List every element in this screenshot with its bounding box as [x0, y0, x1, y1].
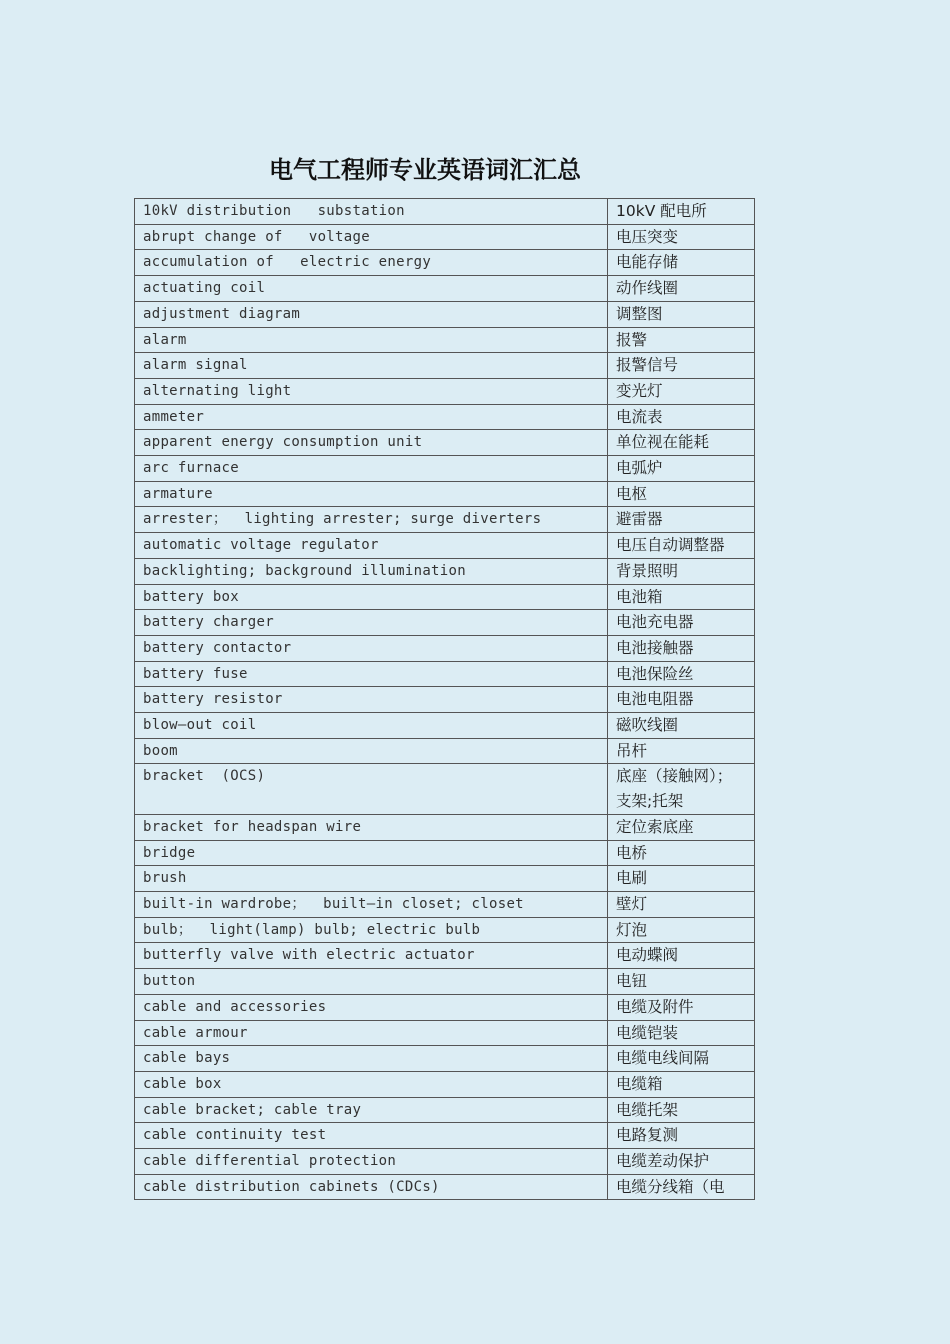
page-title: 电气工程师专业英语词汇汇总: [269, 155, 581, 184]
chinese-term: 变光灯: [608, 378, 755, 404]
english-term: cable bracket; cable tray: [135, 1097, 608, 1123]
chinese-term: 电缆分线箱（电: [608, 1174, 755, 1200]
english-term: accumulation of electric energy: [135, 250, 608, 276]
english-term: cable and accessories: [135, 994, 608, 1020]
chinese-term: 单位视在能耗: [608, 430, 755, 456]
table-row: [135, 1097, 755, 1123]
english-term: abrupt change of voltage: [135, 224, 608, 250]
chinese-term: 电刷: [608, 866, 755, 892]
table-row: [135, 635, 755, 661]
english-term: bulb； light(lamp) bulb; electric bulb: [135, 917, 608, 943]
table-row: [135, 713, 755, 739]
table-row: [135, 1046, 755, 1072]
chinese-term: 电缆及附件: [608, 994, 755, 1020]
english-term: butterfly valve with electric actuator: [135, 943, 608, 969]
table-row: [135, 994, 755, 1020]
english-term: apparent energy consumption unit: [135, 430, 608, 456]
table-row: [135, 1123, 755, 1149]
table-row: [135, 1174, 755, 1200]
table-row: [135, 1020, 755, 1046]
chinese-term: 电池电阻器: [608, 687, 755, 713]
chinese-term: 壁灯: [608, 891, 755, 917]
english-term: alarm: [135, 327, 608, 353]
table-row: [135, 276, 755, 302]
table-row: [135, 301, 755, 327]
table-row: [135, 558, 755, 584]
english-term: cable box: [135, 1071, 608, 1097]
english-term: automatic voltage regulator: [135, 533, 608, 559]
table-row: [135, 661, 755, 687]
chinese-term: 电动蝶阀: [608, 943, 755, 969]
english-term: blow—out coil: [135, 713, 608, 739]
chinese-term: 电缆托架: [608, 1097, 755, 1123]
table-row: [135, 738, 755, 764]
table-row: [135, 840, 755, 866]
chinese-term: 电池保险丝: [608, 661, 755, 687]
english-term: arc furnace: [135, 456, 608, 482]
table-row: [135, 224, 755, 250]
english-term: built-in wardrobe； built—in closet; closet: [135, 891, 608, 917]
english-term: cable distribution cabinets (CDCs): [135, 1174, 608, 1200]
english-term: alternating light: [135, 378, 608, 404]
english-term: ammeter: [135, 404, 608, 430]
chinese-term: 定位索底座: [608, 814, 755, 840]
table-row: [135, 378, 755, 404]
english-term: button: [135, 969, 608, 995]
english-term: actuating coil: [135, 276, 608, 302]
chinese-term: 电缆差动保护: [608, 1149, 755, 1175]
english-term: adjustment diagram: [135, 301, 608, 327]
english-term: battery fuse: [135, 661, 608, 687]
english-term: backlighting; background illumination: [135, 558, 608, 584]
table-row: [135, 1149, 755, 1175]
chinese-term: 灯泡: [608, 917, 755, 943]
chinese-term: 吊杆: [608, 738, 755, 764]
english-term: bridge: [135, 840, 608, 866]
english-term: armature: [135, 481, 608, 507]
table-row: [135, 507, 755, 533]
english-term: cable bays: [135, 1046, 608, 1072]
table-row: [135, 610, 755, 636]
table-row: [135, 687, 755, 713]
english-term: boom: [135, 738, 608, 764]
table-row: [135, 969, 755, 995]
table-row: [135, 917, 755, 943]
chinese-term: 报警: [608, 327, 755, 353]
chinese-term: 电池充电器: [608, 610, 755, 636]
table-row: [135, 891, 755, 917]
english-term: arrester； lighting arrester; surge diverters: [135, 507, 608, 533]
chinese-term: 报警信号: [608, 353, 755, 379]
chinese-term: 电能存储: [608, 250, 755, 276]
chinese-term: 电桥: [608, 840, 755, 866]
table-row: [135, 481, 755, 507]
chinese-term: 电压突变: [608, 224, 755, 250]
english-term: cable continuity test: [135, 1123, 608, 1149]
chinese-term: 10kV 配电所: [608, 199, 755, 225]
table-row: [135, 764, 755, 814]
table-row: [135, 456, 755, 482]
table-row: [135, 327, 755, 353]
table-row: [135, 584, 755, 610]
table-row: [135, 404, 755, 430]
english-term: 10kV distribution substation: [135, 199, 608, 225]
chinese-term: 电压自动调整器: [608, 533, 755, 559]
english-term: battery resistor: [135, 687, 608, 713]
chinese-term: 背景照明: [608, 558, 755, 584]
table-row: [135, 353, 755, 379]
table-row: [135, 943, 755, 969]
chinese-term: 调整图: [608, 301, 755, 327]
table-row: [135, 250, 755, 276]
english-term: battery contactor: [135, 635, 608, 661]
table-row: [135, 430, 755, 456]
english-term: bracket (OCS): [135, 764, 608, 814]
chinese-term: 动作线圈: [608, 276, 755, 302]
glossary-body: [135, 199, 755, 1200]
chinese-term: 电缆电线间隔: [608, 1046, 755, 1072]
chinese-term: 电池接触器: [608, 635, 755, 661]
chinese-term: 电池箱: [608, 584, 755, 610]
english-term: battery box: [135, 584, 608, 610]
table-row: [135, 199, 755, 225]
table-row: [135, 1071, 755, 1097]
english-term: bracket for headspan wire: [135, 814, 608, 840]
english-term: alarm signal: [135, 353, 608, 379]
chinese-term: 避雷器: [608, 507, 755, 533]
glossary-table: [134, 198, 755, 1200]
chinese-term: 电流表: [608, 404, 755, 430]
chinese-term: 电缆铠装: [608, 1020, 755, 1046]
chinese-term: 底座（接触网）；支架;托架: [608, 764, 755, 814]
table-row: [135, 814, 755, 840]
chinese-term: 电缆箱: [608, 1071, 755, 1097]
chinese-term: 电路复测: [608, 1123, 755, 1149]
table-row: [135, 866, 755, 892]
english-term: cable armour: [135, 1020, 608, 1046]
english-term: brush: [135, 866, 608, 892]
chinese-term: 电钮: [608, 969, 755, 995]
english-term: battery charger: [135, 610, 608, 636]
chinese-term: 磁吹线圈: [608, 713, 755, 739]
chinese-term: 电弧炉: [608, 456, 755, 482]
english-term: cable differential protection: [135, 1149, 608, 1175]
table-row: [135, 533, 755, 559]
chinese-term: 电枢: [608, 481, 755, 507]
